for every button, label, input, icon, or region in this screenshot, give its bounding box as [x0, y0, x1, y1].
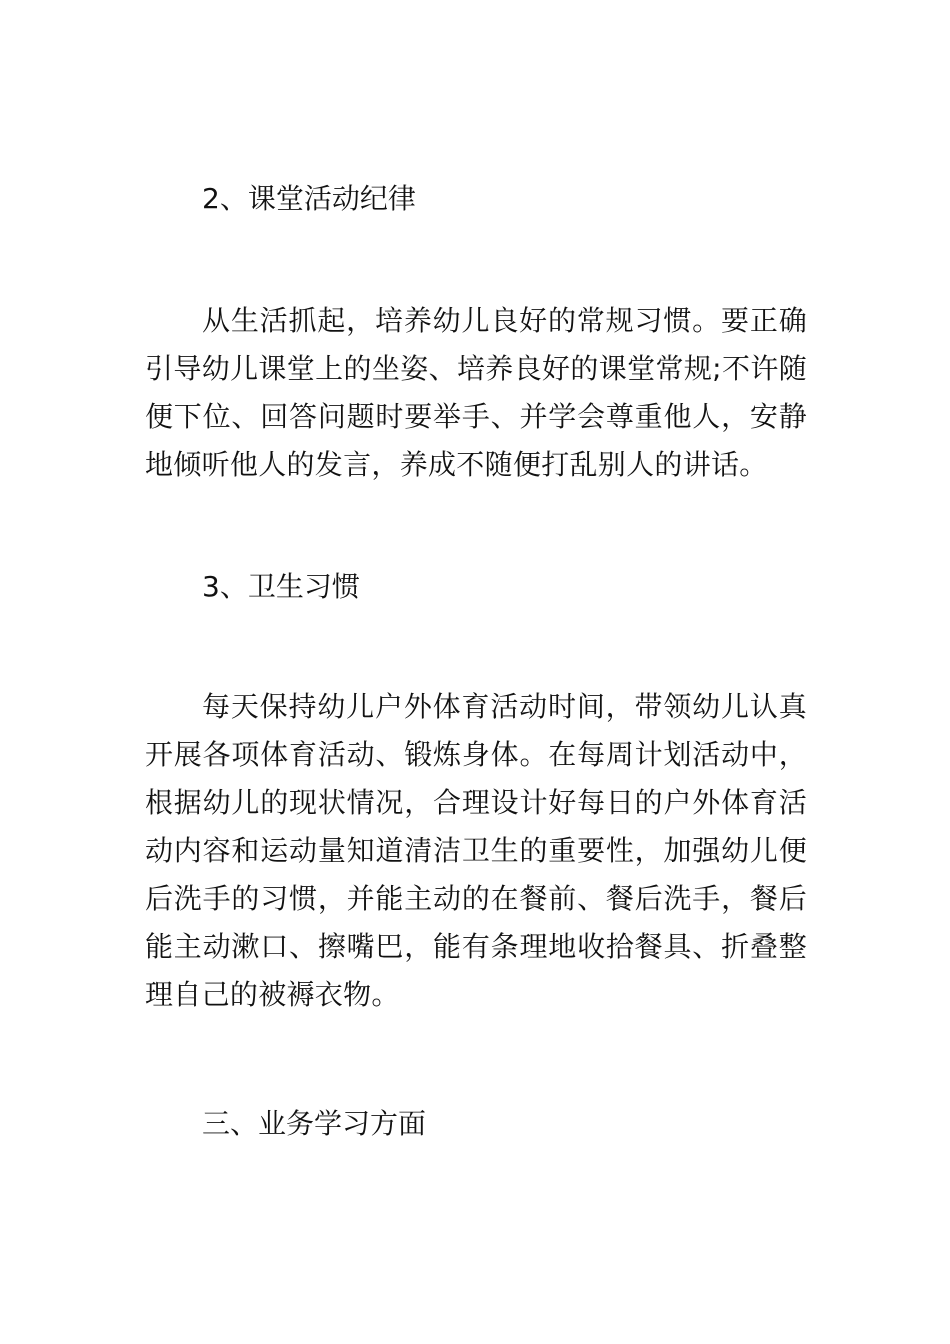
section-heading-classroom-discipline: 2、课堂活动纪律 [202, 182, 416, 215]
section-heading-hygiene-habits: 3、卫生习惯 [202, 570, 360, 603]
paragraph-classroom-discipline: 从生活抓起，培养幼儿良好的常规习惯。要正确引导幼儿课堂上的坐姿、培养良好的课堂常规;不许随便下位、回答问题时要举手、并学会尊重他人，安静地倾听他人的发言，养成不随便打乱别人的讲话。 [145, 304, 807, 481]
paragraph-hygiene-habits: 每天保持幼儿户外体育活动时间，带领幼儿认真开展各项体育活动、锻炼身体。在每周计划活动中，根据幼儿的现状情况，合理设计好每日的户外体育活动内容和运动量知道清洁卫生的重要性，加强幼儿便后洗手的习惯，并能主动的在餐前、餐后洗手，餐后能主动漱口、擦嘴巴，能有条理地收拾餐具、折叠整理自己的被褥衣物。 [145, 690, 807, 1011]
section-heading-professional-study: 三、业务学习方面 [202, 1107, 427, 1140]
